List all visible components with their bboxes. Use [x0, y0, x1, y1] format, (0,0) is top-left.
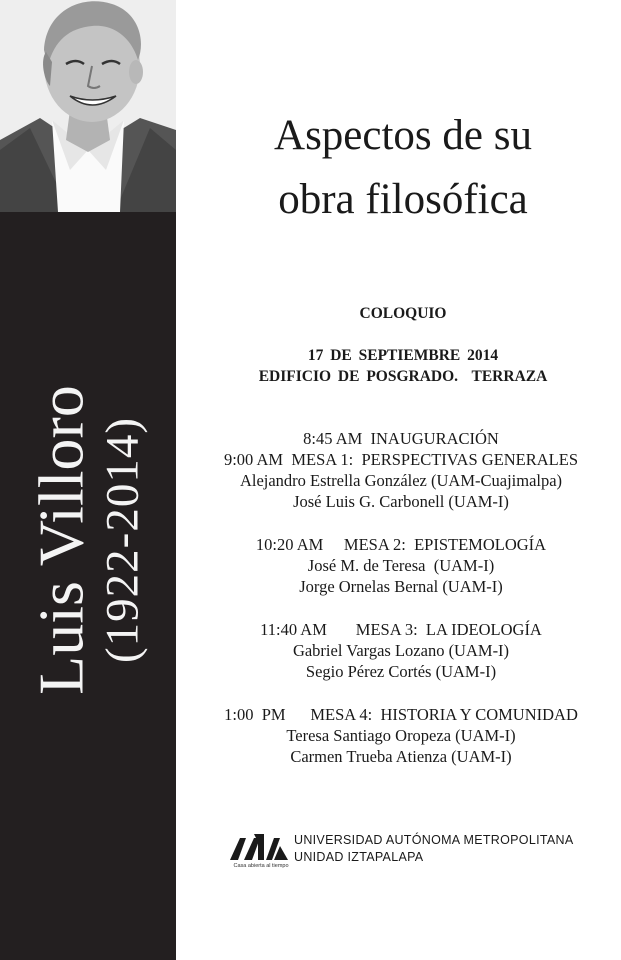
speaker-name: Alejandro Estrella González (UAM-Cuajimalpa) — [239, 471, 563, 490]
program-schedule — [192, 428, 610, 789]
session-heading: 11:40 AM MESA 3: LA IDEOLOGÍA — [260, 620, 542, 639]
speaker-name: José Luis G. Carbonell (UAM-I) — [293, 492, 509, 511]
university-text — [294, 832, 573, 866]
honoree-years: (1922-2014) — [96, 417, 149, 663]
speaker-name: Jorge Ornelas Bernal (UAM-I) — [299, 577, 503, 596]
title-line-2: obra filosófica — [278, 176, 528, 223]
honoree-name-vertical — [25, 260, 149, 820]
speaker-name: José M. de Teresa (UAM-I) — [307, 556, 495, 575]
program-session — [192, 704, 610, 767]
speaker-name: Segio Pérez Cortés (UAM-I) — [305, 662, 497, 681]
session-heading: 1:00 PM MESA 4: HISTORIA Y COMUNIDAD — [224, 705, 578, 724]
university-name: UNIVERSIDAD AUTÓNOMA METROPOLITANA — [294, 833, 574, 847]
poster-title — [196, 104, 610, 232]
portrait-photo — [0, 0, 176, 212]
event-type: COLOQUIO — [359, 305, 447, 322]
session-heading: 8:45 AM INAUGURACIÓN — [303, 429, 499, 448]
event-details — [196, 345, 610, 387]
university-unit: UNIDAD IZTAPALAPA — [294, 850, 424, 864]
session-heading: 9:00 AM MESA 1: PERSPECTIVAS GENERALES — [223, 450, 579, 469]
university-footer — [228, 830, 608, 880]
program-session — [192, 428, 610, 512]
session-heading: 10:20 AM MESA 2: EPISTEMOLOGÍA — [255, 535, 547, 554]
honoree-name: Luis Villoro — [25, 385, 97, 695]
program-session — [192, 534, 610, 597]
university-tagline: Casa abierta al tiempo — [233, 863, 289, 869]
speaker-name: Gabriel Vargas Lozano (UAM-I) — [292, 641, 510, 660]
event-venue: EDIFICIO DE POSGRADO. TERRAZA — [258, 368, 548, 385]
program-session — [192, 619, 610, 682]
speaker-name: Carmen Trueba Atienza (UAM-I) — [290, 747, 512, 766]
title-line-1: Aspectos de su — [274, 112, 532, 159]
event-date: 17 DE SEPTIEMBRE 2014 — [307, 347, 499, 364]
speaker-name: Teresa Santiago Oropeza (UAM-I) — [286, 726, 516, 745]
